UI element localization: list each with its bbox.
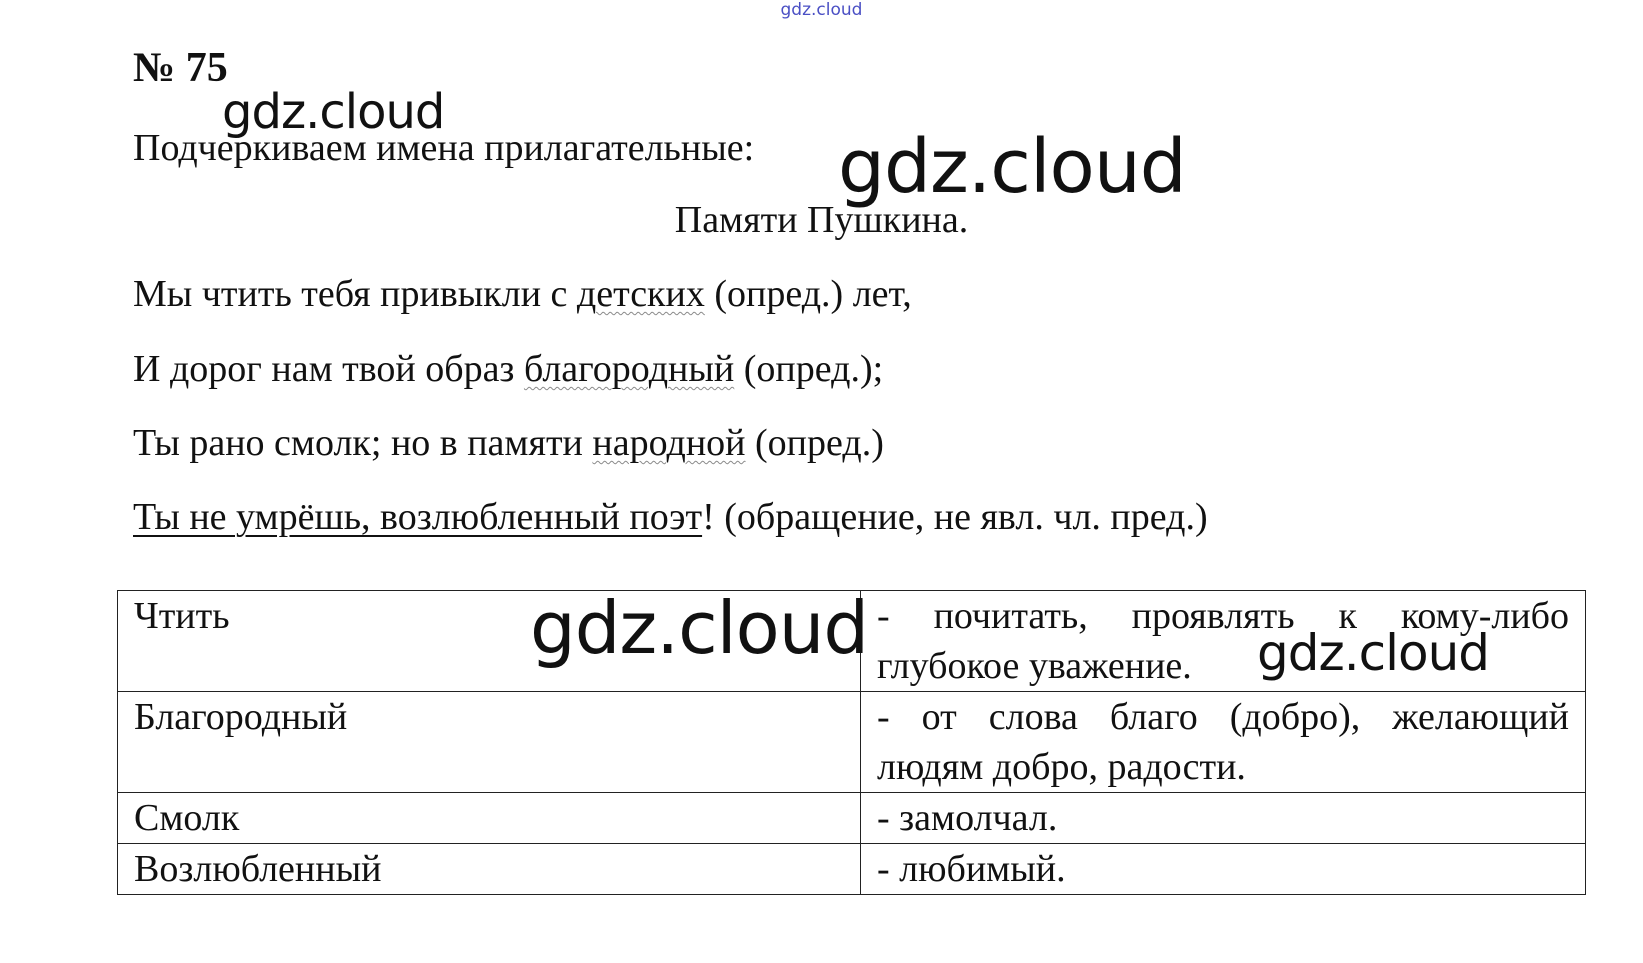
task-number: № 75 [133, 45, 228, 91]
table-row [118, 844, 1586, 895]
watermark: gdz.cloud [222, 84, 445, 140]
address-phrase: Ты не умрёшь, возлюбленный поэт [133, 496, 703, 538]
watermark: gdz.cloud [530, 586, 869, 670]
adjective: детских [576, 273, 705, 315]
glossary-word: Смолк [118, 793, 861, 844]
poem-text: И дорог нам твой образ [133, 348, 524, 390]
poem-line-4 [133, 495, 1208, 539]
adjective: народной [592, 422, 746, 464]
adjective: благородный [523, 348, 735, 390]
watermark: gdz.cloud [1257, 624, 1490, 682]
table-row [118, 692, 1586, 793]
poem-line-2 [133, 347, 883, 391]
glossary-definition: - почитать, проявлять к кому-либо глубокое уважение. [861, 591, 1586, 692]
watermark: gdz.cloud [838, 124, 1186, 210]
top-watermark: gdz.cloud [780, 0, 863, 20]
glossary-definition: - любимый. [861, 844, 1586, 895]
glossary-word: Чтить [118, 591, 861, 692]
poem-note: (опред.) [745, 422, 884, 464]
glossary-definition: - замолчал. [861, 793, 1586, 844]
poem-text: Мы чтить тебя привыкли с [133, 273, 577, 315]
poem-line-1 [133, 272, 912, 316]
intro-text: Подчеркиваем имена прилагательные: [133, 127, 755, 169]
glossary-word: Возлюбленный [118, 844, 861, 895]
glossary-word: Благородный [118, 692, 861, 793]
poem-note: (опред.) лет, [704, 273, 912, 315]
poem-note: ! (обращение, не явл. чл. пред.) [702, 496, 1208, 538]
poem-note: (опред.); [734, 348, 884, 390]
poem-text: Ты рано смолк; но в памяти [133, 422, 593, 464]
table-row [118, 793, 1586, 844]
poem-title: Памяти Пушкина. [674, 199, 969, 241]
glossary-definition: - от слова благо (добро), желающий людям добро, радости. [861, 692, 1586, 793]
poem-line-3 [133, 421, 884, 465]
